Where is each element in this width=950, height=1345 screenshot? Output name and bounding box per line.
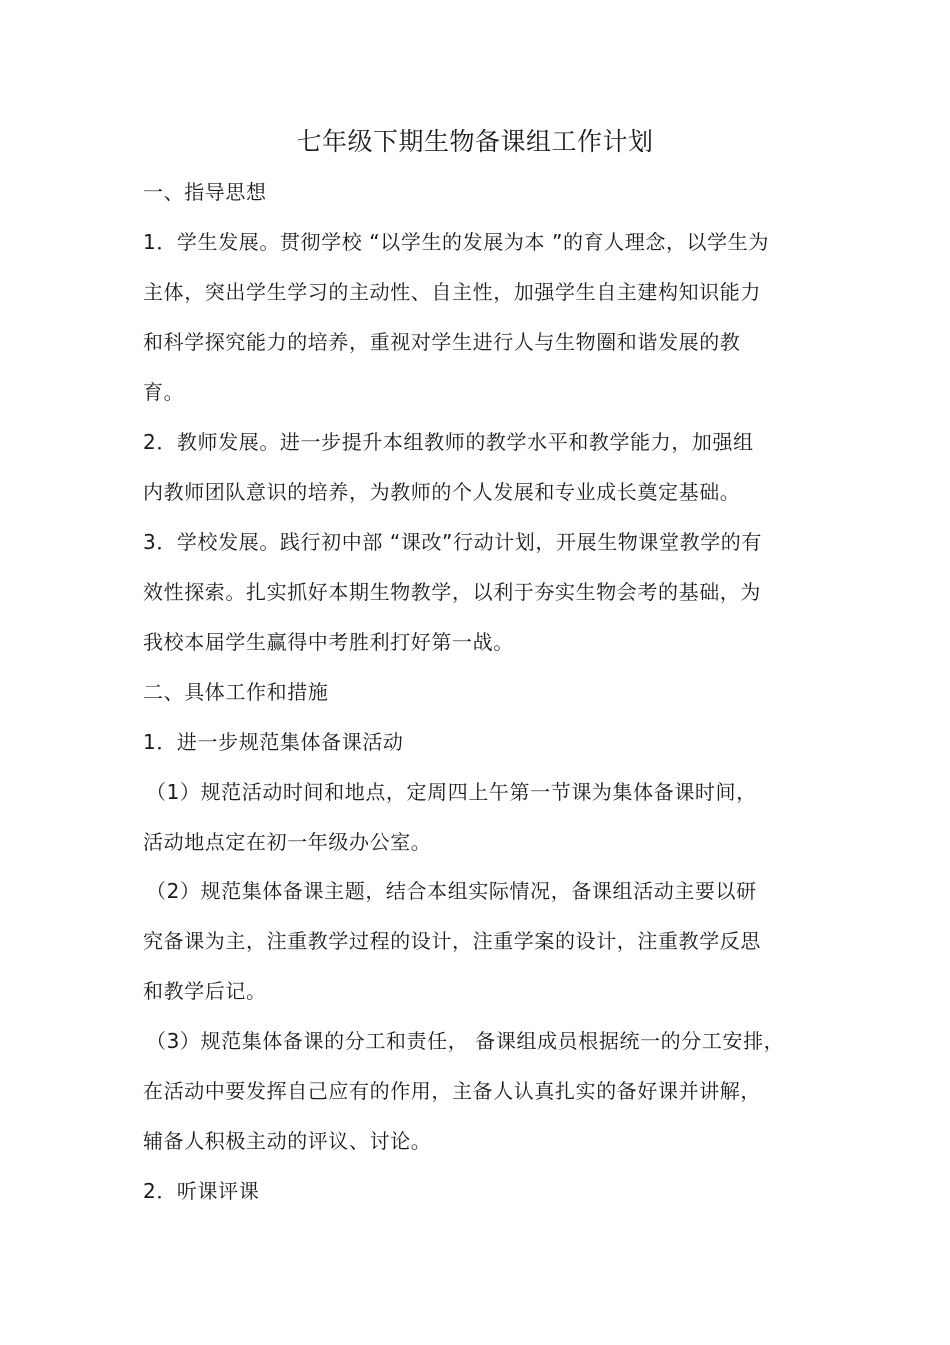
paragraph-line: （1）规范活动时间和地点，定周四上午第一节课为集体备课时间， (146, 780, 757, 804)
paragraph-line: 我校本届学生赢得中考胜利打好第一战。 (143, 630, 514, 654)
paragraph-line: 和科学探究能力的培养，重视对学生进行人与生物圈和谐发展的教 (143, 330, 741, 354)
paragraph-line: （2）规范集体备课主题，结合本组实际情况，备课组活动主要以研 (146, 879, 757, 903)
subsection-heading: 1．进一步规范集体备课活动 (143, 730, 404, 754)
paragraph-line: 内教师团队意识的培养，为教师的个人发展和专业成长奠定基础。 (143, 480, 741, 504)
section-heading-work-measures: 二、具体工作和措施 (143, 680, 329, 704)
paragraph-line: 辅备人积极主动的评议、讨论。 (143, 1129, 432, 1153)
paragraph-line: 和教学后记。 (143, 979, 267, 1003)
paragraph-line: 1．学生发展。贯彻学校 “以学生的发展为本 ”的育人理念，以学生为 (143, 230, 769, 254)
document-title: 七年级下期生物备课组工作计划 (296, 127, 654, 156)
paragraph-line: 3．学校发展。践行初中部 “课改”行动计划，开展生物课堂教学的有 (143, 530, 763, 554)
paragraph-line: 究备课为主，注重教学过程的设计，注重学案的设计，注重教学反思 (143, 929, 761, 953)
paragraph-line: （3）规范集体备课的分工和责任， 备课组成员根据统一的分工安排， (146, 1029, 785, 1053)
paragraph-line: 在活动中要发挥自己应有的作用，主备人认真扎实的备好课并讲解， (143, 1079, 761, 1103)
paragraph-line: 活动地点定在初一年级办公室。 (143, 830, 432, 854)
paragraph-line: 育。 (143, 380, 185, 404)
paragraph-line: 效性探索。扎实抓好本期生物教学，以利于夯实生物会考的基础，为 (143, 580, 761, 604)
subsection-heading: 2．听课评课 (143, 1179, 260, 1203)
paragraph-line: 主体，突出学生学习的主动性、自主性，加强学生自主建构知识能力 (143, 280, 761, 304)
section-heading-guiding-ideas: 一、指导思想 (143, 180, 267, 204)
paragraph-line: 2．教师发展。进一步提升本组教师的教学水平和教学能力，加强组 (143, 430, 754, 454)
